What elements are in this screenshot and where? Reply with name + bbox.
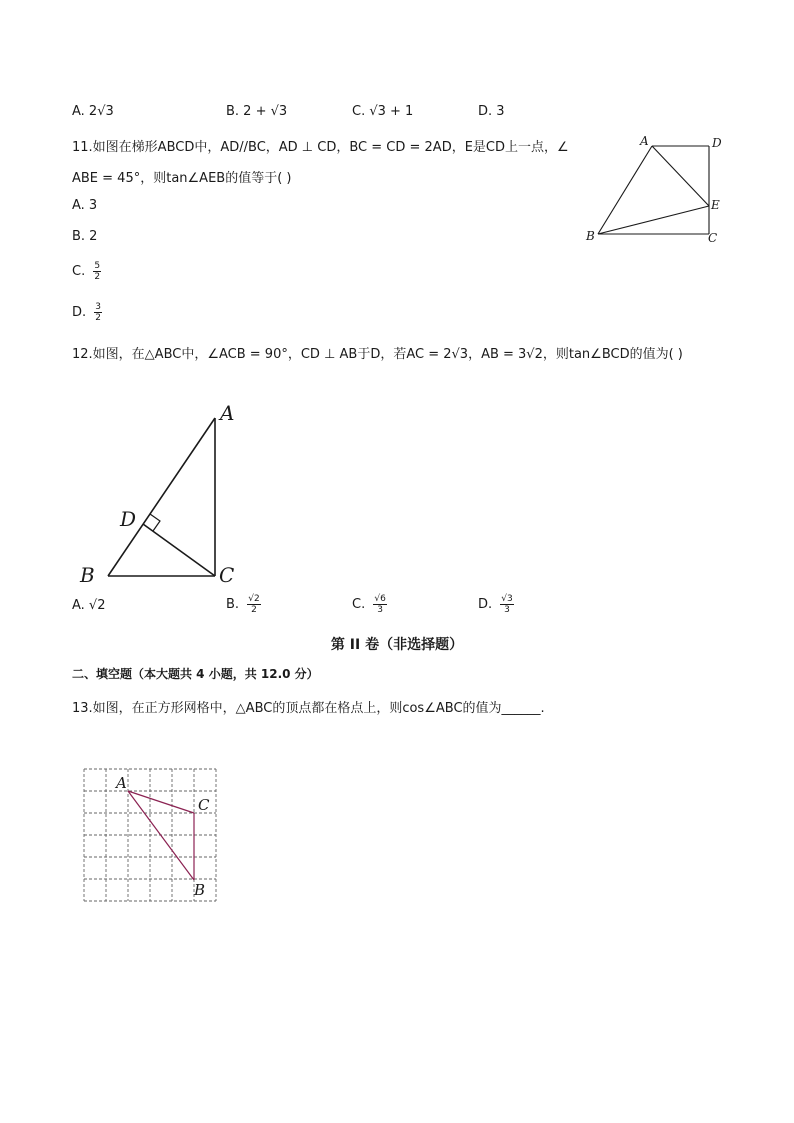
- frac-denominator: 2: [95, 313, 102, 323]
- segment-cd: [143, 524, 215, 576]
- q10-option-a: A. 2√3: [72, 104, 114, 119]
- right-angle-mark: [150, 514, 160, 531]
- part-two-title: 第 II 卷（非选择题）: [330, 637, 464, 653]
- q11-stem-line1: 11.如图在梯形ABCD中，AD//BC，AD ⊥ CD，BC = CD = 2AD，E是CD上一点，∠: [72, 140, 569, 155]
- q11-option-d-label: D.: [72, 305, 87, 320]
- frac-numerator: 3: [95, 302, 102, 312]
- q10-option-b: B. 2 + √3: [226, 104, 288, 119]
- q11-label-c: C: [708, 231, 718, 245]
- q11-option-d-fraction: [94, 302, 102, 323]
- q11-option-c-fraction: [93, 261, 101, 282]
- q12-option-d-fraction: [500, 594, 513, 615]
- q11-option-d: [72, 302, 102, 323]
- segment-ab: [598, 146, 652, 234]
- frac-denominator: 2: [94, 272, 101, 282]
- q11-label-a: A: [640, 134, 649, 148]
- frac-numerator: √6: [374, 594, 386, 604]
- q12-option-b-fraction: [247, 594, 260, 615]
- frac-numerator: 5: [94, 261, 101, 271]
- q12-option-b-label: B.: [226, 597, 240, 612]
- q12-option-d: [478, 594, 514, 615]
- q13-stem: 13.如图，在正方形网格中，△ABC的顶点都在格点上，则cos∠ABC的值为______.: [72, 701, 545, 716]
- frac-denominator: 3: [377, 605, 383, 615]
- q13-label-a: A: [116, 774, 127, 792]
- segment-ac: [128, 791, 194, 813]
- q11-option-b: B. 2: [72, 229, 98, 244]
- q11-label-d: D: [712, 136, 722, 150]
- q11-label-e: E: [711, 198, 720, 212]
- q11-label-b: B: [586, 229, 595, 243]
- q12-label-c: C: [219, 563, 235, 587]
- section-two-header: 二、填空题（本大题共 4 小题，共 12.0 分）: [72, 667, 319, 681]
- q12-option-c: [352, 594, 387, 615]
- q13-label-c: C: [198, 796, 210, 814]
- frac-denominator: 3: [504, 605, 510, 615]
- q10-option-d: D. 3: [478, 104, 505, 119]
- q12-option-d-label: D.: [478, 597, 493, 612]
- q11-option-c-label: C.: [72, 264, 86, 279]
- q12-option-b: [226, 594, 261, 615]
- segment-ab: [128, 791, 194, 880]
- q12-label-d: D: [120, 507, 137, 531]
- q12-label-b: B: [80, 563, 95, 587]
- q11-option-c: [72, 261, 101, 282]
- q13-label-b: B: [194, 881, 206, 899]
- segment-ab: [108, 418, 215, 576]
- q12-label-a: A: [220, 401, 235, 425]
- q12-right-triangle-figure: [76, 398, 256, 588]
- q11-trapezoid-figure: [580, 130, 730, 250]
- q13-grid-figure: [78, 764, 228, 914]
- q11-option-a: A. 3: [72, 198, 98, 213]
- q10-option-c: C. √3 + 1: [352, 104, 414, 119]
- q12-option-c-label: C.: [352, 597, 366, 612]
- frac-numerator: √2: [248, 594, 260, 604]
- q11-stem-line2: ABE = 45°，则tan∠AEB的值等于( ): [72, 171, 292, 186]
- q12-stem: 12.如图，在△ABC中，∠ACB = 90°，CD ⊥ AB于D，若AC = 2√3，AB = 3√2，则tan∠BCD的值为( ): [72, 347, 683, 362]
- segment-ae: [652, 146, 709, 206]
- frac-numerator: √3: [501, 594, 513, 604]
- segment-be: [598, 206, 709, 234]
- q12-option-a: A. √2: [72, 598, 106, 613]
- frac-denominator: 2: [251, 605, 257, 615]
- q12-option-c-fraction: [373, 594, 386, 615]
